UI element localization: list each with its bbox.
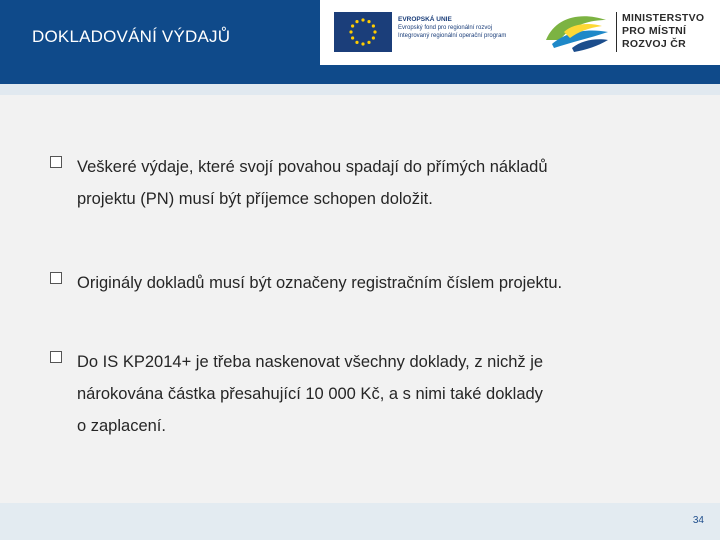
- eu-star-icon: [351, 24, 354, 27]
- bullet-text: [77, 346, 677, 442]
- eu-logo-text: [398, 16, 506, 40]
- bullet-line: Veškeré výdaje, které svojí povahou spadají do přímých nákladů: [77, 158, 548, 176]
- bullet-text: [77, 151, 677, 215]
- eu-star-icon: [367, 20, 370, 23]
- eu-logo-line-2: Evropský fond pro regionální rozvoj: [398, 25, 493, 31]
- bullet-line: nárokována částka přesahující 10 000 Kč, a s nimi také doklady: [77, 385, 543, 403]
- bullet-line: Do IS KP2014+ je třeba naskenovat všechny doklady, z nichž je: [77, 353, 544, 371]
- eu-star-icon: [373, 30, 376, 33]
- ministry-logo-line-1: MINISTERSTVO: [622, 12, 705, 24]
- bullet-line: o zaplacení.: [77, 417, 166, 435]
- bottom-band: [0, 503, 720, 540]
- bullet-text: [77, 267, 677, 299]
- eu-star-icon: [367, 41, 370, 44]
- top-band: [0, 84, 720, 95]
- eu-star-icon: [351, 36, 354, 39]
- bullet-line: projektu (PN) musí být příjemce schopen doložit.: [77, 190, 433, 208]
- eu-flag-icon: [334, 12, 392, 52]
- eu-star-icon: [361, 42, 364, 45]
- ministry-emblem-icon: [542, 10, 612, 54]
- ministry-logo-line-2: PRO MÍSTNÍ: [622, 25, 687, 37]
- bullet-line: Originály dokladů musí být označeny registračním číslem projektu.: [77, 274, 563, 292]
- page-number: 34: [692, 515, 704, 526]
- eu-star-icon: [355, 20, 358, 23]
- eu-star-icon: [355, 41, 358, 44]
- eu-star-icon: [372, 36, 375, 39]
- eu-star-icon: [372, 24, 375, 27]
- ministry-logo-line-3: ROZVOJ ČR: [622, 38, 686, 50]
- logo-panel: [320, 0, 720, 65]
- bullet-square-icon: [50, 156, 62, 168]
- eu-star-icon: [361, 18, 364, 21]
- logo-divider: [616, 12, 617, 52]
- eu-logo-line-3: Integrovaný regionální operační program: [398, 33, 507, 39]
- eu-logo-line-1: EVROPSKÁ UNIE: [398, 16, 452, 23]
- eu-star-icon: [349, 30, 352, 33]
- ministry-logo-text: [622, 12, 704, 51]
- slide-content: [0, 95, 720, 503]
- bullet-square-icon: [50, 351, 62, 363]
- slide-title: DOKLADOVÁNÍ VÝDAJŮ: [32, 27, 231, 46]
- bullet-square-icon: [50, 272, 62, 284]
